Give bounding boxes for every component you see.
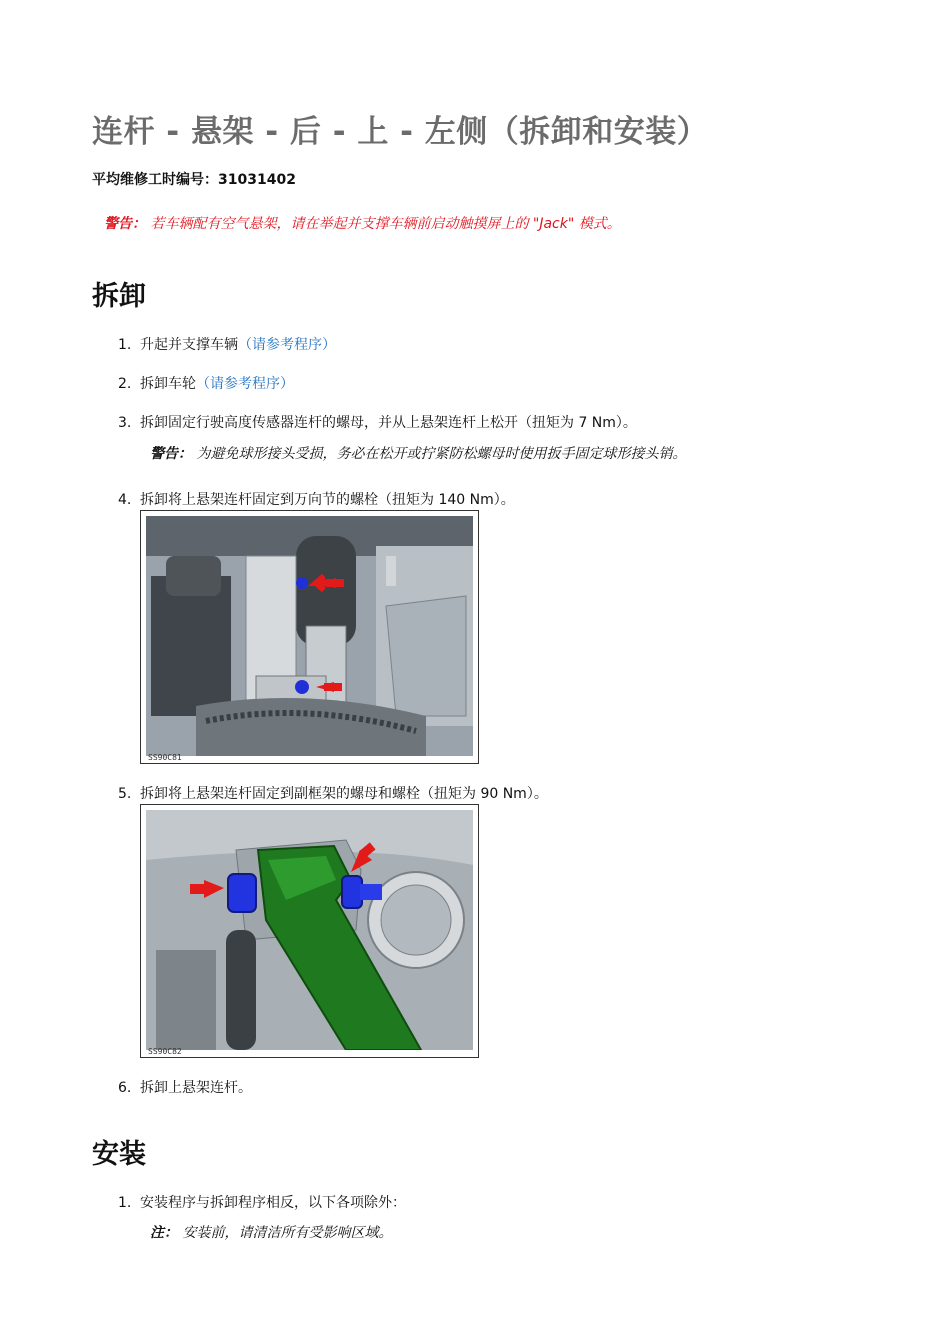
step-3-warning xyxy=(150,443,686,463)
warning-text: 为避免球形接头受损，务必在松开或拧紧防松螺母时使用扳手固定球形接头销。 xyxy=(196,446,687,462)
step-number: 5. xyxy=(118,786,132,802)
step-text: 拆卸将上悬架连杆固定到副框架的螺母和螺栓（扭矩为 90 Nm）。 xyxy=(140,786,548,802)
step-number: 3. xyxy=(118,415,132,431)
step-number: 1. xyxy=(118,337,132,353)
step-number: 6. xyxy=(118,1080,132,1096)
removal-step-5 xyxy=(118,783,548,803)
removal-step-2 xyxy=(118,373,294,393)
step-text: 拆卸固定行驶高度传感器连杆的螺母，并从上悬架连杆上松开（扭矩为 7 Nm）。 xyxy=(140,415,637,431)
step-text: 升起并支撑车辆 xyxy=(140,337,238,353)
installation-note xyxy=(150,1222,392,1242)
removal-step-1 xyxy=(118,334,336,354)
figure-id: SS90C82 xyxy=(148,1047,182,1056)
removal-step-3 xyxy=(118,412,637,432)
warning-text: 若车辆配有空气悬架，请在举起并支撑车辆前启动触摸屏上的 "Jack" 模式。 xyxy=(150,216,621,232)
step-text: 安装程序与拆卸程序相反，以下各项除外： xyxy=(140,1195,406,1211)
page-title: 连杆 - 悬架 - 后 - 上 - 左侧（拆卸和安装） xyxy=(92,114,709,150)
procedure-link[interactable]: （请参考程序） xyxy=(196,376,294,392)
procedure-link[interactable]: （请参考程序） xyxy=(238,337,336,353)
step-text: 拆卸将上悬架连杆固定到万向节的螺栓（扭矩为 140 Nm）。 xyxy=(140,492,515,508)
step-text: 拆卸车轮 xyxy=(140,376,196,392)
figure-subframe-bolt xyxy=(140,804,479,1058)
section-heading-removal: 拆卸 xyxy=(92,281,146,312)
step-number: 1. xyxy=(118,1195,132,1211)
note-label: 注： xyxy=(150,1225,178,1241)
figure-knuckle-bolt xyxy=(140,510,479,764)
note-text: 安装前，请清洁所有受影响区域。 xyxy=(182,1225,393,1241)
step-number: 4. xyxy=(118,492,132,508)
warning-label: 警告： xyxy=(150,446,192,462)
section-heading-installation: 安装 xyxy=(92,1139,146,1170)
warning-air-suspension xyxy=(104,213,621,233)
installation-step-1 xyxy=(118,1192,406,1212)
illustration-knuckle xyxy=(146,516,473,756)
warning-label: 警告： xyxy=(104,216,146,232)
step-number: 2. xyxy=(118,376,132,392)
figure-id: SS90C81 xyxy=(148,753,182,762)
removal-step-4 xyxy=(118,489,515,509)
removal-step-6 xyxy=(118,1077,252,1097)
labor-code: 平均维修工时编号：31031402 xyxy=(92,172,296,188)
step-text: 拆卸上悬架连杆。 xyxy=(140,1080,252,1096)
illustration-subframe xyxy=(146,810,473,1050)
